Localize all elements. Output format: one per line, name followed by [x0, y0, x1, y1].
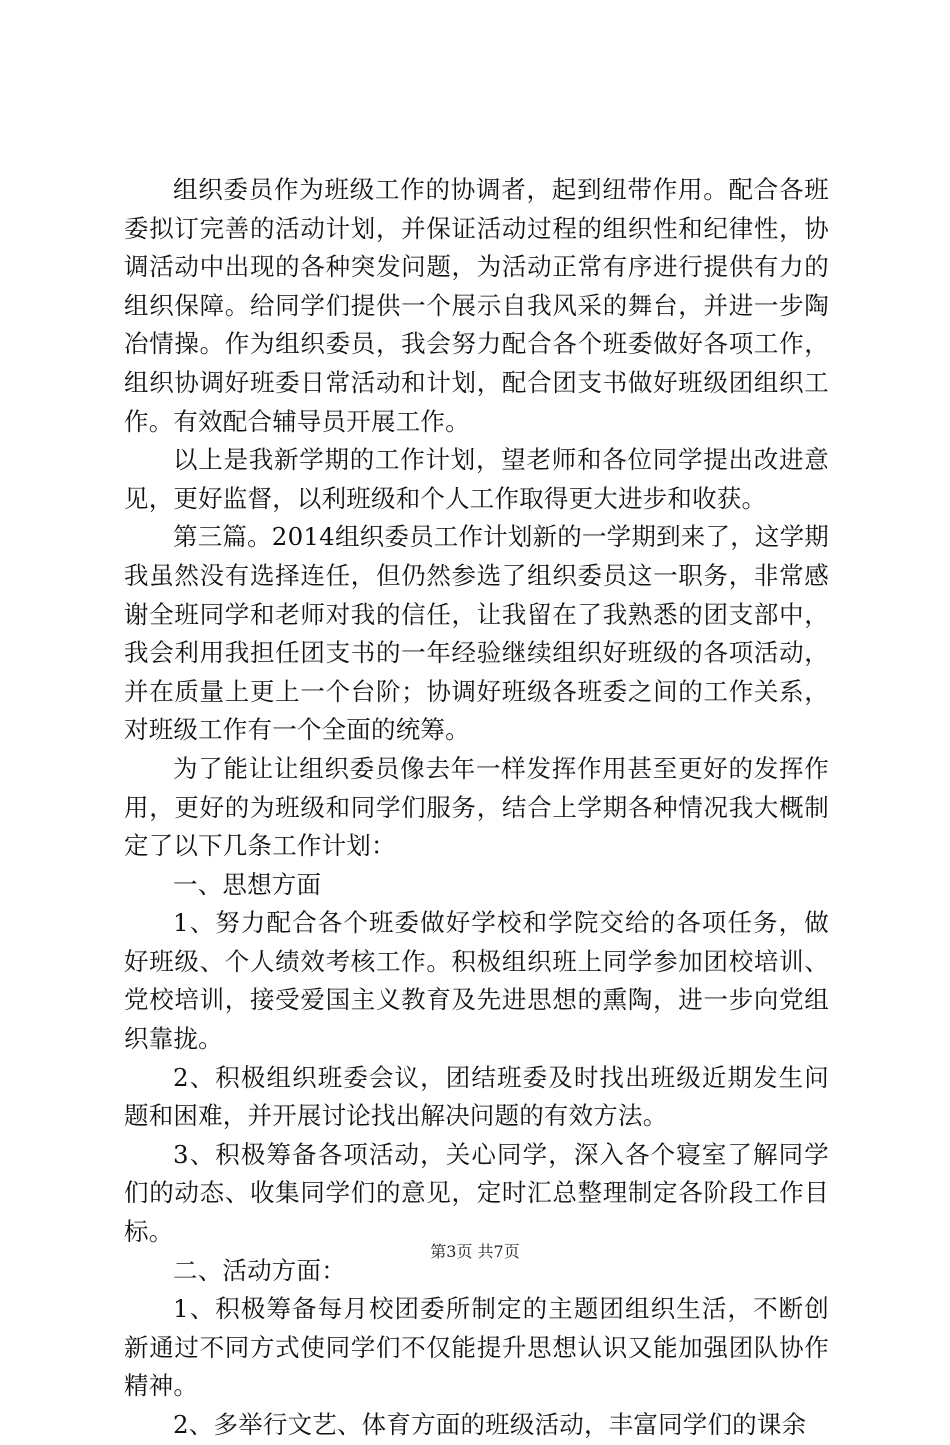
paragraph-organizer-role: 组织委员作为班级工作的协调者，起到纽带作用。配合各班委拟订完善的活动计划，并保证活动过程的组织性和纪律性，协调活动中出现的各种突发问题，为活动正常有序进行提供有力的组织保障。给同学们提供一个展示自我风采的舞台，并进一步陶冶情操。作为组织委员，我会努力配合各个班委做好各项工作，组织协调好班委日常活动和计划，配合团支书做好班级团组织工作。有效配合辅导员开展工作。 [124, 175, 829, 436]
paragraph-plan-intro: 为了能让让组织委员像去年一样发挥作用甚至更好的发挥作用，更好的为班级和同学们服务，结合上学期各种情况我大概制定了以下几条工作计划： [124, 753, 829, 861]
paragraph-third-article: 第三篇。2014组织委员工作计划新的一学期到来了，这学期我虽然没有选择连任，但仍然参选了组织委员这一职务，非常感谢全班同学和老师对我的信任，让我留在了我熟悉的团支部中，我会利用我担任团支书的一年经验继续组织好班级的各项活动，并在质量上更上一个台阶；协调好班级各班委之间的工作关系，对班级工作有一个全面的统筹。 [124, 522, 829, 745]
page-number-footer: 第3页 共7页 [430, 1242, 520, 1261]
list-item-ideology-2: 2、积极组织班委会议，团结班委及时找出班级近期发生问题和困难，并开展讨论找出解决问题的有效方法。 [124, 1062, 829, 1131]
list-item-ideology-1: 1、努力配合各个班委做好学校和学院交给的各项任务，做好班级、个人绩效考核工作。积极组织班上同学参加团校培训、党校培训，接受爱国主义教育及先进思想的熏陶，进一步向党组织靠拢。 [124, 908, 829, 1054]
section-heading-activities: 二、活动方面： [173, 1255, 346, 1285]
list-item-activities-1: 1、积极筹备每月校团委所制定的主题团组织生活，不断创新通过不同方式使同学们不仅能提升思想认识又能加强团队协作精神。 [124, 1294, 829, 1401]
paragraph-closing-remarks: 以上是我新学期的工作计划，望老师和各位同学提出改进意见，更好监督，以利班级和个人工作取得更大进步和收获。 [124, 445, 829, 513]
list-item-ideology-3: 3、积极筹备各项活动，关心同学，深入各个寝室了解同学们的动态、收集同学们的意见，定时汇总整理制定各阶段工作目标。 [124, 1139, 829, 1247]
list-item-activities-2: 2、多举行文艺、体育方面的班级活动，丰富同学们的课余 [173, 1410, 807, 1439]
section-heading-ideology: 一、思想方面 [173, 869, 322, 899]
